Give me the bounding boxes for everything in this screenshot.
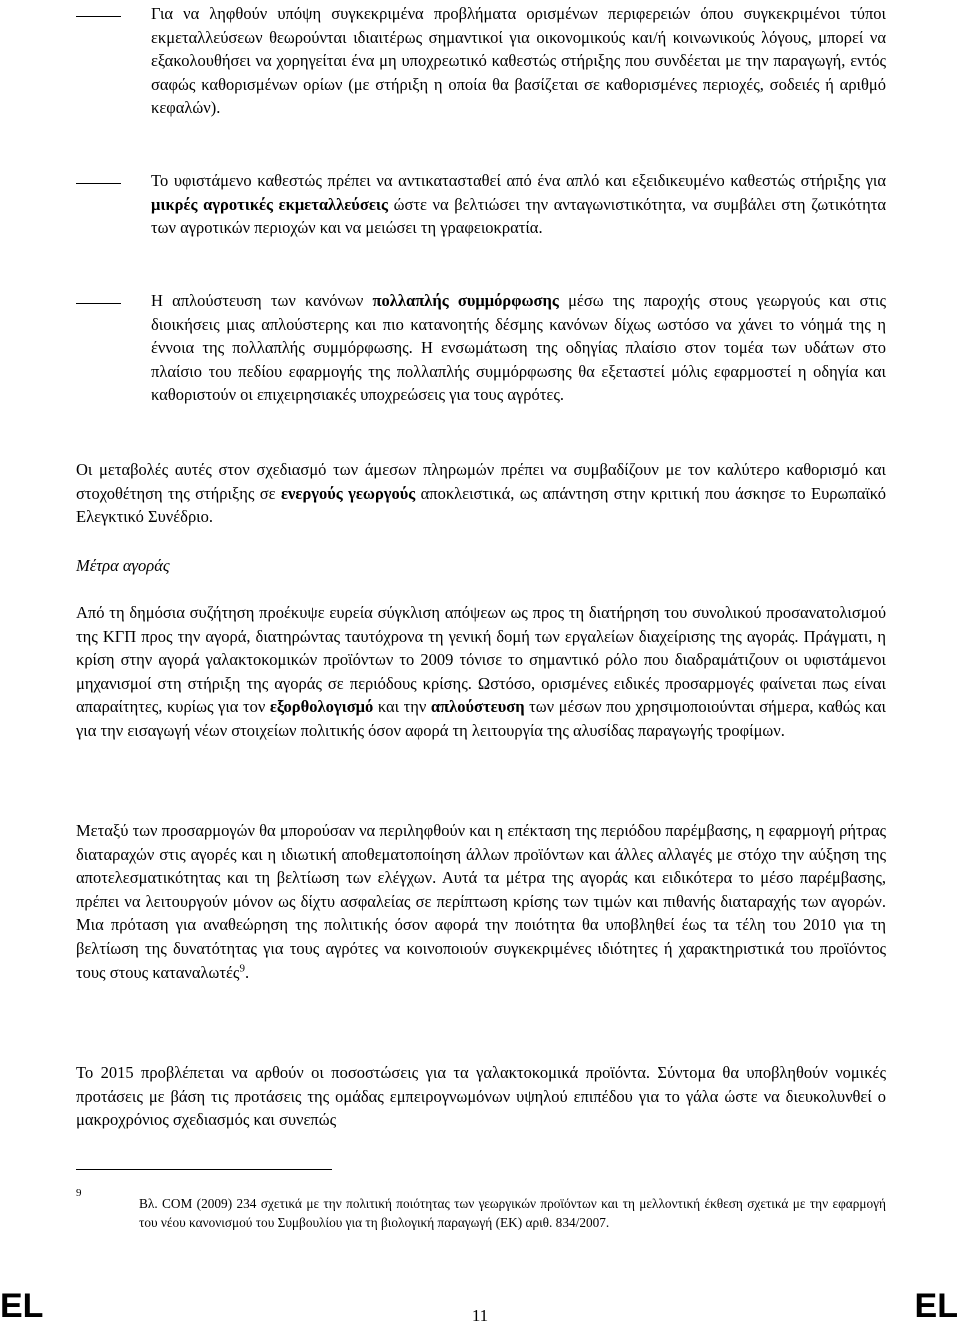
bullet-item: [76, 169, 886, 240]
bold-term: πολλαπλής συμμόρφωσης: [372, 291, 559, 310]
text-run: των μέσων που χρησιμοποιούνται σήμερα, καθώς και για την εισαγωγή νέων στοιχείων πολιτικής όσον αφορά τη λειτουργία της αλυσίδας παραγωγής τροφίμων.: [76, 697, 886, 740]
paragraph-milk-quotas: Το 2015 προβλέπεται να αρθούν οι ποσοστώσεις για τα γαλακτοκομικά προϊόντα. Σύντομα θα υποβληθούν νομικές προτάσεις με βάση τις προτάσεις της ομάδας εμπειρογνωμόνων υψηλού επιπέδου για το γάλα ώστε να διευκολυνθεί ο μακροχρόνιος σχεδιασμός και συνεπώς: [76, 1063, 886, 1130]
footnote-ref[interactable]: 9: [239, 962, 245, 975]
bullet-text: Για να ληφθούν υπόψη συγκεκριμένα προβλήματα ορισμένων περιφερειών όπου συγκεκριμένοι τύποι εκμεταλλεύσεων θεωρούνται ιδιαιτέρως σημαντικοί για οικονομικούς και/ή κοινωνικούς λόγους, μπορεί να εξακολουθήσει να χορηγείται ένα μη υποχρεωτικό καθεστώς στήριξης που συνδέεται με την παραγωγή, εντός σαφώς καθορισμένων ορίων (με στήριξη η οποία θα βασίζεται σε καθορισμένες περιοχές, σοδειές ή αριθμό κεφαλών).: [151, 4, 886, 118]
paragraph-market: [76, 601, 886, 743]
text-run: και την: [373, 697, 431, 717]
bullet-item: [76, 2, 886, 120]
paragraph-direct-payments: [76, 458, 886, 529]
bullet-item: [76, 289, 886, 407]
footnote-number: 9: [76, 1187, 82, 1199]
bullet-text: [151, 289, 886, 407]
text-run: Το υφιστάμενο καθεστώς πρέπει να αντικατασταθεί από ένα απλό και εξειδικευμένο καθεστώς στήριξης για: [151, 171, 886, 190]
text-run: μέσω της παροχής στους γεωργούς και στις διοικήσεις μιας απλούστερης και πιο κατανοητής δέσμης κανόνων δίχως ωστόσο να χάνει το νόημά της η έννοια της πολλαπλής συμμόρφωσης. Η ενσωμάτωση της οδηγίας πλαίσιο στον τομέα των υδάτων στο πλαίσιο του πεδίου εφαρμογής της πολλαπλής συμμόρφωσης θα εξεταστεί μόλις εφαρμοστεί η οδηγία και καθοριστούν οι επιχειρησιακές υποχρεώσεις για τους αγρότες.: [151, 291, 886, 405]
bold-term: μικρές αγροτικές εκμεταλλεύσεις: [151, 194, 388, 214]
text-run: ώστε να βελτιώσει την ανταγωνιστικότητα, να συμβάλει στη ζωτικότητα των αγροτικών περιοχών και να μειώσει τη γραφειοκρατία.: [151, 194, 886, 238]
bold-term: εξορθολογισμό: [269, 697, 374, 717]
dash-marker: [76, 16, 121, 17]
page-number: 11: [471, 1306, 489, 1325]
footer-lang-right: EL: [914, 1287, 958, 1325]
dash-marker: [76, 183, 121, 184]
bullet-text: [151, 169, 886, 240]
footnote-text: Βλ. COM (2009) 234 σχετικά με την πολιτική ποιότητας των γεωργικών προϊόντων και τη μελλοντική έκθεση σχετικά με την εφαρμογή του νέου κανονισμού του Συμβουλίου για τη βιολογική παραγωγή (ΕΚ) αριθ. 834/2007.: [139, 1196, 886, 1230]
bold-term: ενεργούς γεωργούς: [280, 483, 416, 503]
text-run: .: [244, 962, 250, 982]
text-run: Μεταξύ των προσαρμογών θα μπορούσαν να περιληφθούν και η επέκταση της περιόδου παρέμβασης, η εφαρμογή ρήτρας διαταραχών στις αγορές και η ιδιωτική αποθεματοποίηση άλλων προϊόντων και άλλες αλλαγές με στόχο την αύξηση της αποτελεσματικότητας και τη βελτίωση των ελέγχων. Αυτά τα μέτρα της αγοράς και ειδικότερα το μέσο παρέμβασης, πρέπει να λειτουργούν μόνον ως δίχτυ ασφαλείας σε περίπτωση κρίσης των τιμών και πιθανής διαταραχής των αγορών. Μια πρόταση για αναθεώρηση της πολιτικής όσον αφορά την ποιότητα θα υποβληθεί έως τα τέλη του 2010 για τη βελτίωση της δυνατότητας για τους αγρότες να κοινοποιούν συγκεκριμένες ιδιότητες ή χαρακτηριστικά του προϊόντος τους στους καταναλωτές: [76, 821, 886, 982]
paragraph-adjustments: [76, 819, 886, 984]
text-run: Η απλούστευση των κανόνων: [151, 291, 373, 310]
footer-lang-left: EL: [0, 1287, 44, 1325]
footnote-divider: [76, 1169, 332, 1170]
section-heading: Μέτρα αγοράς: [76, 556, 170, 575]
text-run: Από τη δημόσια συζήτηση προέκυψε ευρεία σύγκλιση απόψεων ως προς τη διατήρηση του συνολικού προσανατολισμού της ΚΓΠ προς την αγορά, διατηρώντας ταυτόχρονα τη γενική δομή των εργαλείων διαχείρισης της αγοράς. Πράγματι, η κρίση στην αγορά γαλακτοκομικών προϊόντων το 2009 τόνισε το σημαντικό ρόλο που διαδραμάτιζουν οι υφιστάμενοι μηχανισμοί στη στήριξη της αγοράς σε περιόδους κρίσης. Ωστόσο, ορισμένες ειδικές προσαρμογές φαίνεται πως είναι απαραίτητες, κυρίως για τον: [76, 603, 886, 717]
text-run: αποκλειστικά, ως απάντηση στην κριτική που άσκησε το Ευρωπαϊκό Ελεγκτικό Συνέδριο.: [76, 483, 886, 527]
bold-term: απλούστευση: [430, 697, 525, 717]
text-run: Οι μεταβολές αυτές στον σχεδιασμό των άμεσων πληρωμών πρέπει να συμβαδίζουν με τον καλύτερο καθορισμό και στοχοθέτηση της στήριξης σε: [76, 460, 886, 503]
dash-marker: [76, 303, 121, 304]
